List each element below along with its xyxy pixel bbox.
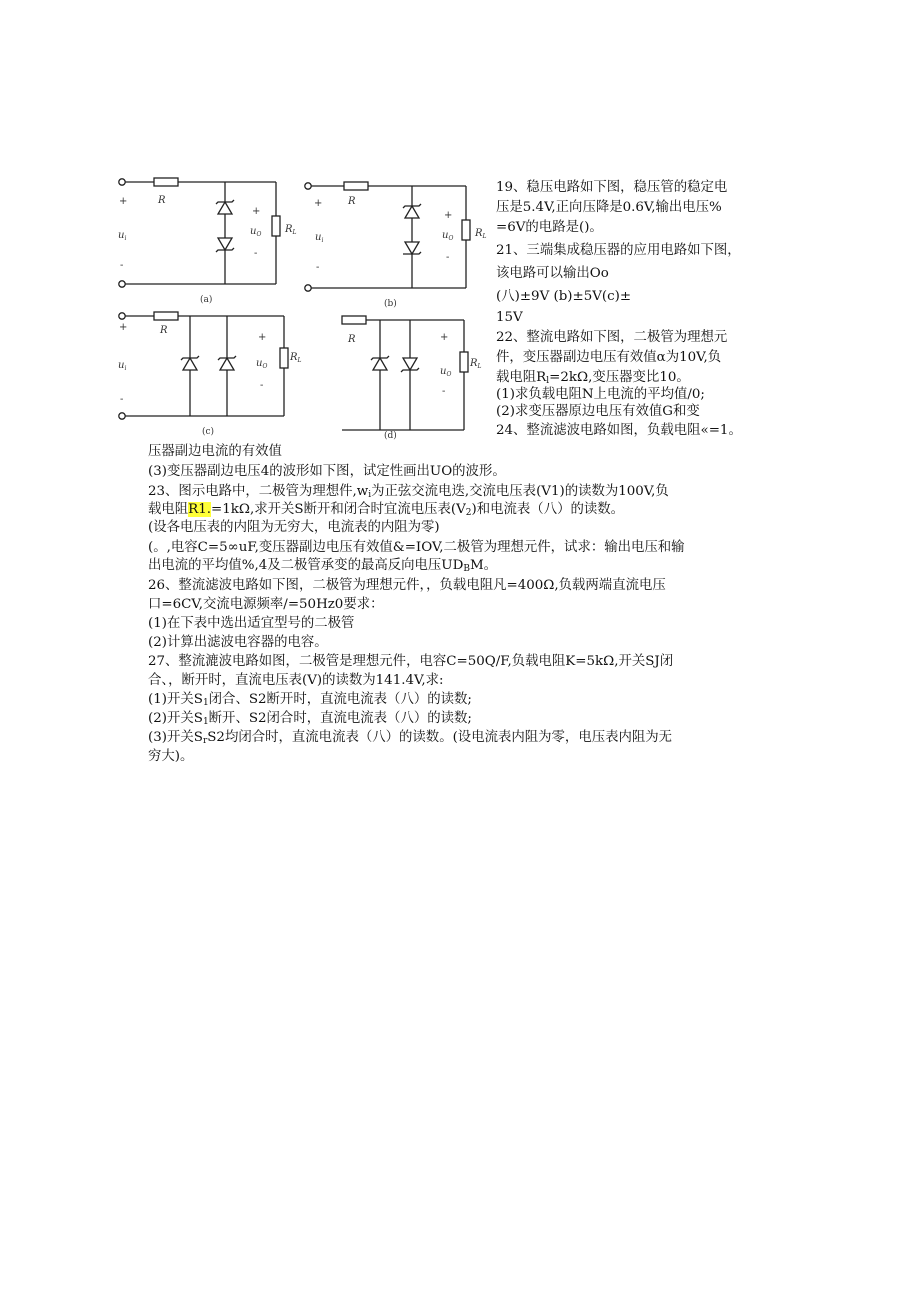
body-line-17: 穷大)。 (148, 749, 194, 764)
label-plus-c: + (119, 322, 128, 333)
label-r-a: R (158, 195, 166, 206)
label-uo-a: $u_O$ (250, 226, 262, 238)
body-line-10: (1)在下表中选出适宜型号的二极管 (148, 616, 355, 631)
label-caption-b: (b) (384, 299, 397, 309)
body-line-2: (3)变压器副边电压4的波形如下图，试定性画出UO的波形。 (148, 464, 506, 479)
right-line-3: =6V的电路是()。 (496, 220, 603, 235)
label-caption-a: (a) (200, 295, 213, 305)
label-rl-d: $R_L$ (470, 358, 482, 370)
label-minus-a: - (120, 260, 124, 271)
right-line-4: 21、三端集成稳压器的应用电路如下图， (496, 243, 741, 258)
label-minus-c2: - (260, 380, 264, 391)
right-line-10: 载电阻$R_l=2k\Omega$,变压器变比10。 (496, 370, 690, 386)
label-r-b: R (348, 196, 356, 207)
right-line-13: 24、整流滤波电路如图，负载电阻«=1。 (496, 423, 742, 438)
body-line-7: 出电流的平均值%,4及二极管承变的最高反向电压$UD_BM$。 (148, 558, 498, 574)
body-line-8: 26、整流滤波电路如下图，二极管为理想元件，，负载电阻凡=400Ω,负载两端直流电压 (148, 578, 666, 593)
label-ui-b: $u_i$ (315, 232, 324, 244)
right-line-11: (1)求负载电阻N上电流的平均值/0; (496, 387, 705, 402)
label-uo-d: $u_O$ (440, 366, 452, 378)
label-uo-c: $u_O$ (256, 358, 268, 370)
highlighted-text: R1. (188, 502, 212, 517)
right-line-1: 19、稳压电路如下图，稳压管的稳定电 (496, 180, 728, 195)
body-line-14: (1)开关$S_1$闭合、S2断开时，直流电流表（八）的读数; (148, 692, 472, 708)
body-line-12: 27、整流漉波电路如图，二极管是理想元件，电容C=50Q/F,负载电阻K=5kΩ,开关SJ闭 (148, 654, 674, 669)
body-line-6: (。,电容C=5∞uF,变压器副边电压有效值&=IOV,二极管为理想元件，试求：输出电压和输 (148, 540, 685, 555)
label-rl-a: $R_L$ (285, 224, 297, 236)
label-r-d: R (348, 334, 356, 345)
label-rl-c: $R_L$ (290, 352, 302, 364)
label-ui-a: $u_i$ (118, 230, 127, 242)
label-caption-d: (d) (384, 431, 397, 441)
label-minus-a2: - (254, 248, 258, 259)
right-line-2: 压是5.4V,正向压降是0.6V,输出电压% (496, 200, 722, 215)
circuit-figure (108, 170, 488, 442)
label-minus-d2: - (442, 386, 446, 397)
right-line-12: (2)求变压器原边电压有效值G和变 (496, 404, 700, 419)
label-minus-b: - (316, 262, 320, 273)
label-minus-c: - (120, 394, 124, 405)
label-minus-b2: - (446, 252, 450, 263)
label-plus-b2: + (444, 210, 453, 221)
body-line-5: (设各电压表的内阻为无穷大，电流表的内阻为零) (148, 520, 440, 535)
body-line-4: 载电阻R1.=1kΩ,求开关S断开和闭合时宜流电压表$(V_2)$和电流表（八）的读数。 (148, 502, 625, 518)
label-uo-b: $u_O$ (442, 230, 454, 242)
body-line-11: (2)计算出滤波电容器的电容。 (148, 635, 328, 650)
body-line-16: (3)开关$S_rS2$均闭合时，直流电流表（八）的读数。(设电流表内阻为零，电压表内阻为无 (148, 730, 673, 746)
label-rl-b: $R_L$ (475, 228, 487, 240)
body-line-15: (2)开关$S_1$断开、S2闭合时，直流电流表（八）的读数; (148, 711, 472, 727)
circuit-diagram-svg (108, 170, 488, 442)
label-plus-d2: + (440, 332, 449, 343)
label-plus-c2: + (258, 332, 267, 343)
right-line-7: 15V (496, 310, 523, 325)
label-plus-b: + (314, 198, 323, 209)
body-line-9: 口=6CV,交流电源频率/=50Hz0要求： (148, 597, 384, 612)
label-plus-a2: + (252, 206, 261, 217)
label-plus-a: + (119, 196, 128, 207)
right-line-5: 该电路可以输出Oo (496, 266, 609, 281)
right-line-6: (八)±9V (b)±5V(c)± (496, 289, 632, 304)
body-line-13: 合、，断开时，直流电压表(V)的读数为141.4V,求: (148, 673, 444, 688)
label-r-c: R (160, 325, 168, 336)
right-line-8: 22、整流电路如下图，二极管为理想元 (496, 330, 728, 345)
body-line-1: 压器副边电流的有效值 (148, 444, 282, 459)
label-ui-c: $u_i$ (118, 360, 127, 372)
label-caption-c: (c) (202, 427, 215, 437)
body-line-3: 23、图示电路中，二极管为理想件$,w_i$为正弦交流电迭,交流电压表(V1)的读数为100V,负 (148, 484, 669, 500)
right-line-9: 件，变压器副边电压有效值α为10V,负 (496, 350, 722, 365)
